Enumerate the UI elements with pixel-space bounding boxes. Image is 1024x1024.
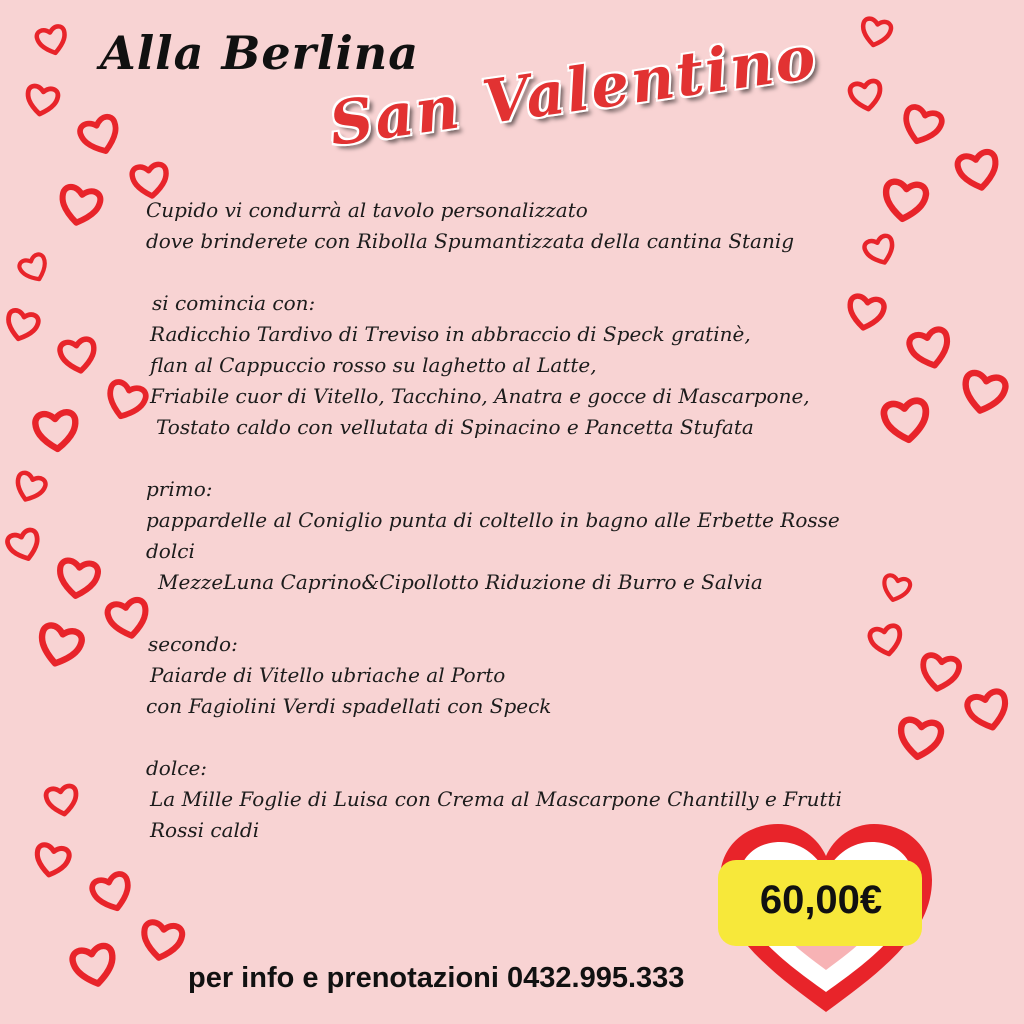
heart-icon <box>900 105 944 147</box>
heart-icon <box>131 163 169 198</box>
heart-icon <box>58 185 102 226</box>
dish-line: Tostato caldo con vellutata di Spinacino e Pancetta Stufata <box>156 415 754 439</box>
heart-icon <box>4 309 40 343</box>
heart-icon <box>33 843 70 878</box>
heart-icon <box>860 18 893 48</box>
section-heading-antipasti: si comincia con: <box>152 291 316 315</box>
intro-line: dove brinderete con Ribolla Spumantizzata della cantina Stanig <box>146 229 795 253</box>
dish-line: Radicchio Tardivo di Treviso in abbraccio di Speck gratinè, <box>150 322 751 346</box>
heart-icon <box>12 471 47 504</box>
section-heading-secondo: secondo: <box>148 632 238 656</box>
heart-icon <box>104 380 148 422</box>
event-title: San Valentino <box>325 22 822 160</box>
heart-icon <box>35 411 78 450</box>
intro-line: Cupido vi condurrà al tavolo personalizzato <box>146 198 588 222</box>
heart-icon <box>57 559 99 598</box>
dish-line: flan al Cappuccio rosso su laghetto al Latte, <box>150 353 597 377</box>
dish-line: pappardelle al Coniglio punta di coltello in bagno alle Erbette Rosse <box>146 508 840 532</box>
restaurant-name: Alla Berlina <box>100 26 420 80</box>
heart-icon <box>90 872 134 914</box>
heart-icon <box>18 253 51 285</box>
heart-icon <box>6 528 43 563</box>
heart-icon <box>59 338 98 374</box>
heart-icon <box>36 624 84 669</box>
heart-icon <box>960 371 1007 414</box>
contact-info: per info e prenotazioni 0432.995.333 <box>188 962 685 994</box>
heart-icon <box>956 150 1000 191</box>
heart-icon <box>71 944 118 987</box>
price-label: 60,00€ <box>759 878 883 922</box>
heart-icon <box>35 25 69 56</box>
section-heading-dolce: dolce: <box>146 756 208 780</box>
menu-text <box>146 195 936 846</box>
section-heading-primo: primo: <box>146 477 213 501</box>
dish-line: La Mille Foglie di Luisa con Crema al Mascarpone Chantilly e Frutti <box>150 787 842 811</box>
heart-icon <box>966 690 1012 733</box>
dish-line: con Fagiolini Verdi spadellati con Speck <box>146 694 552 718</box>
heart-icon <box>25 85 59 117</box>
heart-icon <box>106 598 150 639</box>
heart-icon <box>140 921 183 961</box>
dish-line: Paiarde di Vitello ubriache al Porto <box>150 663 506 687</box>
heart-icon <box>849 80 883 112</box>
heart-icon <box>78 115 123 158</box>
dish-line: MezzeLuna Caprino&Cipollotto Riduzione di Burro e Salvia <box>158 570 763 594</box>
dish-line: Rossi caldi <box>150 818 260 842</box>
heart-icon <box>45 785 79 817</box>
dish-line: Friabile cuor di Vitello, Tacchino, Anatra e gocce di Mascarpone, <box>150 384 810 408</box>
dish-line: dolci <box>146 539 195 563</box>
